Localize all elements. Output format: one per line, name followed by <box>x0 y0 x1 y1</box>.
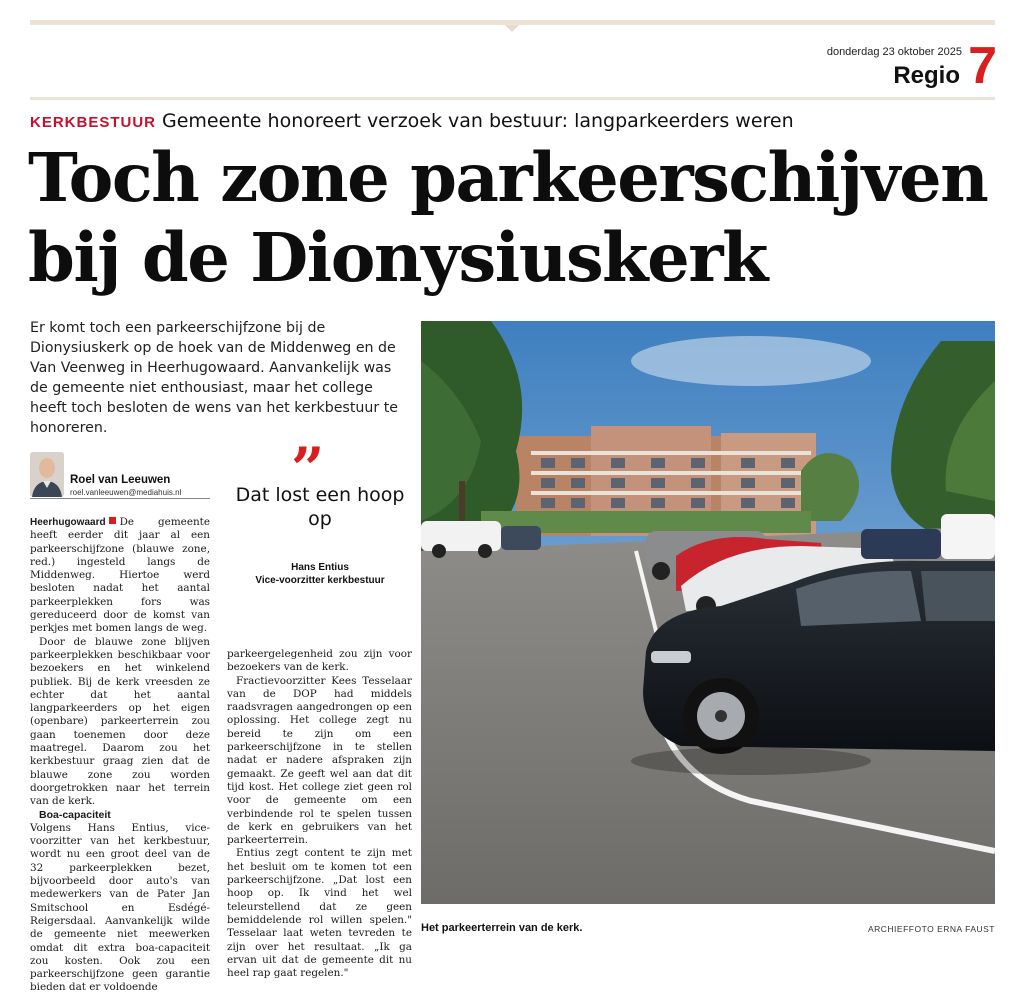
author-email: roel.vanleeuwen@mediahuis.nl <box>70 488 182 497</box>
dateline-square-icon <box>109 517 116 524</box>
body-paragraph: Fractievoorzitter Kees Tesselaar van de DOP had middels raadsvragen aangedrongen op een oplossing. Het college zegt nu bereid te zijn om een parkeerschijfzone in te stellen nadat er nadere afspraken zijn gemaakt. Ze geeft wel aan dat dit tijd kost. Het college ziet geen rol voor de gemeente om een verbindende rol te spelen tussen de kerk en gebruikers van het parkeerterrein. <box>227 674 412 847</box>
headline-line-1: Toch zone parkeerschijven <box>28 138 988 217</box>
pullquote-role: Vice-voorzitter kerkbestuur <box>255 575 385 586</box>
body-paragraph: Entius zegt content te zijn met het besluit om te komen tot een parkeerschijfzone. „Dat lost een hoop op. Ik vind het wel teleurstellend dat ze geen bemiddelende rol willen spelen." Tesselaar laat weten tevreden te zijn over het resultaat. „Ik ga ervan uit dat de gemeente dit nu heel rap gaat regelen." <box>227 847 412 980</box>
body-column-1 <box>30 516 210 995</box>
photo-credit: ARCHIEFFOTO ERNA FAUST <box>867 924 995 934</box>
issue-date: donderdag 23 oktober 2025 <box>826 46 962 58</box>
section-name: Regio <box>893 62 960 89</box>
author-byline <box>30 452 210 497</box>
header-rule <box>30 97 995 100</box>
pullquote-attribution <box>230 561 410 587</box>
pullquote-name: Hans Entius <box>291 562 349 573</box>
kicker-row <box>30 110 794 132</box>
intertitle: Boa-capaciteit <box>39 808 111 821</box>
dateline: Heerhugowaard <box>30 517 106 528</box>
body-paragraph: parkeergelegenheid zou zijn voor bezoekers van de kerk. <box>227 648 412 674</box>
headline-line-2: bij de Dionysiuskerk <box>28 218 767 297</box>
page-number: 7 <box>968 37 997 95</box>
body-text: De gemeente heeft eerder dit jaar al een parkeerschijfzone (blauwe zone, red.) ingesteld langs de Middenweg. Hiertoe werd besloten nadat het aantal parkeerplekken fors was gereduceerd door de komst van perkjes met bomen langs de weg. <box>30 516 210 635</box>
article-photo <box>421 321 995 904</box>
body-paragraph <box>30 516 210 636</box>
photo-caption: Het parkeerterrein van de kerk. <box>421 922 583 934</box>
body-column-2 <box>227 648 412 980</box>
byline-rule <box>30 498 210 499</box>
body-paragraph: Volgens Hans Entius, vice-voorzitter van het kerkbestuur, wordt nu een groot deel van de 32 parkeerplekken bezet, bijvoorbeeld door auto's van medewerkers van de Pater Jan Smitschool en Esdégé-Reigersdaal. Aanvankelijk wilde de gemeente niet meewerken omdat dit extra boa-capaciteit zou kosten. Ook zou een parkeerschijfzone geen garantie bieden dat er voldoende <box>30 821 210 994</box>
lead-paragraph: Er komt toch een parkeerschijfzone bij de Dionysiuskerk op de hoek van de Middenweg en de Van Veenweg in Heerhugowaard. Aanvankelijk was de gemeente niet enthousiast, maar het college heeft toch besloten de wens van het kerkbestuur te honoreren. <box>30 320 399 436</box>
avatar <box>30 452 64 497</box>
kicker: KERKBESTUUR <box>30 114 157 131</box>
body-paragraph: Door de blauwe zone blijven parkeerplekken beschikbaar voor bezoekers en het winkelend publiek. Bij de kerk vreesden ze echter dat het aantal langparkeerders op het eigen (openbare) parkeerterrein zou gaan toenemen door deze maatregel. Daarom zou het kerkbestuur graag zien dat de blauwe zone zou worden doorgetrokken naar het terrein van de kerk. <box>30 635 210 808</box>
quote-mark-icon: ” <box>291 435 325 503</box>
top-rule-notch <box>505 25 519 32</box>
headline <box>28 138 1008 298</box>
subhead: Gemeente honoreert verzoek van bestuur: langparkeerders weren <box>162 110 794 132</box>
author-name: Roel van Leeuwen <box>70 474 171 486</box>
pullquote-text: Dat lost een hoop op <box>235 484 405 530</box>
